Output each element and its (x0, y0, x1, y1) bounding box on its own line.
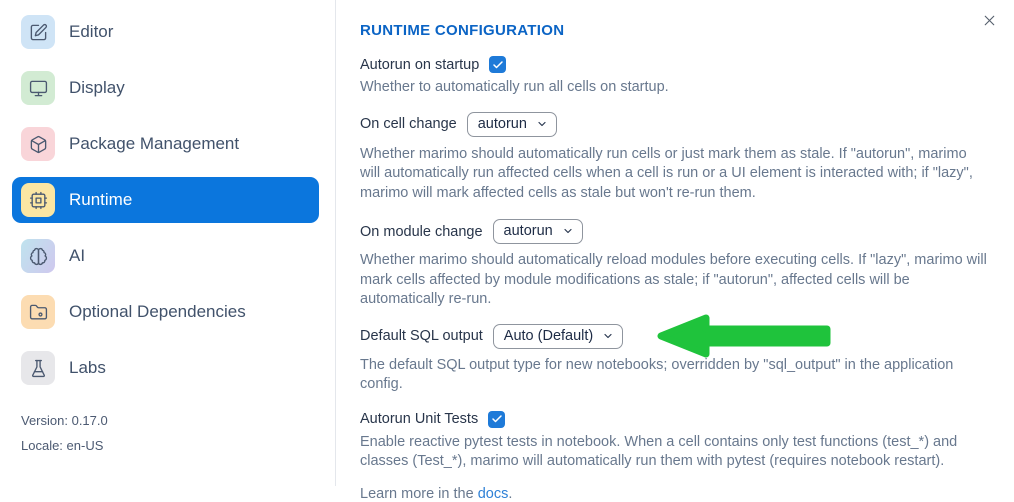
setting-default-sql-output (360, 324, 990, 395)
page-title: RUNTIME CONFIGURATION (360, 22, 565, 39)
sidebar-item-display[interactable] (12, 65, 319, 111)
setting-description: Whether marimo should automatically reload modules before executing cells. If "lazy", marimo will mark cells affected by module modifications as stale; if "autorun", affected cells will be automatically re-run. (360, 252, 987, 307)
close-button[interactable] (977, 8, 1002, 33)
close-icon (981, 12, 998, 29)
setting-on-module-change (360, 219, 990, 310)
setting-on-cell-change (360, 112, 990, 204)
setting-description: Enable reactive pytest tests in notebook. When a cell contains only test functions (test_*) and classes (Test_*), marimo will automatically run them with pytest (requires notebook restart). (360, 433, 958, 469)
footer-prefix: Learn more in the (360, 485, 478, 502)
sidebar-item-labs[interactable] (12, 345, 319, 391)
select-value: autorun (477, 115, 527, 132)
setting-autorun-unit-tests (360, 411, 990, 472)
chevron-down-icon (562, 225, 574, 237)
setting-description: Whether to automatically run all cells on startup. (360, 79, 669, 95)
sidebar-item-package-management[interactable] (12, 121, 319, 167)
setting-label: On module change (360, 223, 483, 240)
setting-label: Default SQL output (360, 328, 483, 344)
settings-sidebar (0, 0, 336, 486)
check-icon (492, 59, 504, 71)
sidebar-item-label: Editor (69, 22, 114, 41)
on-module-change-select[interactable] (493, 219, 583, 244)
chevron-down-icon (602, 330, 614, 342)
setting-autorun-on-startup (360, 56, 990, 98)
runtime-configuration-panel (336, 0, 1014, 502)
cpu-icon (21, 183, 55, 217)
sidebar-item-label: Package Management (69, 134, 240, 153)
arrow-left-icon (657, 314, 835, 358)
learn-more-text (360, 486, 990, 502)
sidebar-item-ai[interactable] (12, 233, 319, 279)
locale-text: Locale: en-US (21, 438, 104, 453)
docs-link[interactable]: docs (477, 485, 509, 502)
autorun-on-startup-checkbox[interactable] (489, 56, 506, 73)
select-value: autorun (503, 223, 553, 239)
sidebar-item-label: Optional Dependencies (69, 302, 246, 321)
default-sql-output-select[interactable] (493, 324, 623, 349)
monitor-icon (21, 71, 55, 105)
check-icon (491, 413, 503, 425)
sidebar-item-label: Labs (69, 358, 106, 377)
folder-dot-icon (21, 295, 55, 329)
autorun-unit-tests-checkbox[interactable] (488, 411, 505, 428)
on-cell-change-select[interactable] (467, 112, 557, 137)
app-meta (21, 413, 335, 463)
sidebar-item-label: AI (69, 246, 86, 265)
package-icon (21, 127, 55, 161)
sidebar-item-runtime[interactable] (12, 177, 319, 223)
footer-suffix: . (508, 485, 513, 502)
chevron-down-icon (536, 118, 548, 130)
sidebar-item-label: Display (69, 78, 125, 97)
sidebar-item-optional-dependencies[interactable] (12, 289, 319, 335)
green-arrow-annotation (657, 314, 835, 358)
setting-label: Autorun on startup (360, 56, 480, 73)
brain-icon (21, 239, 55, 273)
sidebar-item-label: Runtime (69, 190, 133, 209)
version-text: Version: 0.17.0 (21, 413, 108, 428)
square-pen-icon (21, 15, 55, 49)
flask-icon (21, 351, 55, 385)
setting-description: The default SQL output type for new notebooks; overridden by "sql_output" in the application config. (360, 356, 954, 392)
sidebar-item-editor[interactable] (12, 9, 319, 55)
setting-label: Autorun Unit Tests (360, 411, 479, 427)
select-value: Auto (Default) (503, 327, 594, 344)
setting-description: Whether marimo should automatically run cells or just mark them as stale. If "autorun", marimo will automatically run affected cells when a cell is run or a UI element is interacted with; if "lazy", marimo will mark affected cells as stale but won't re-run them. (360, 145, 973, 201)
setting-label: On cell change (360, 116, 457, 132)
